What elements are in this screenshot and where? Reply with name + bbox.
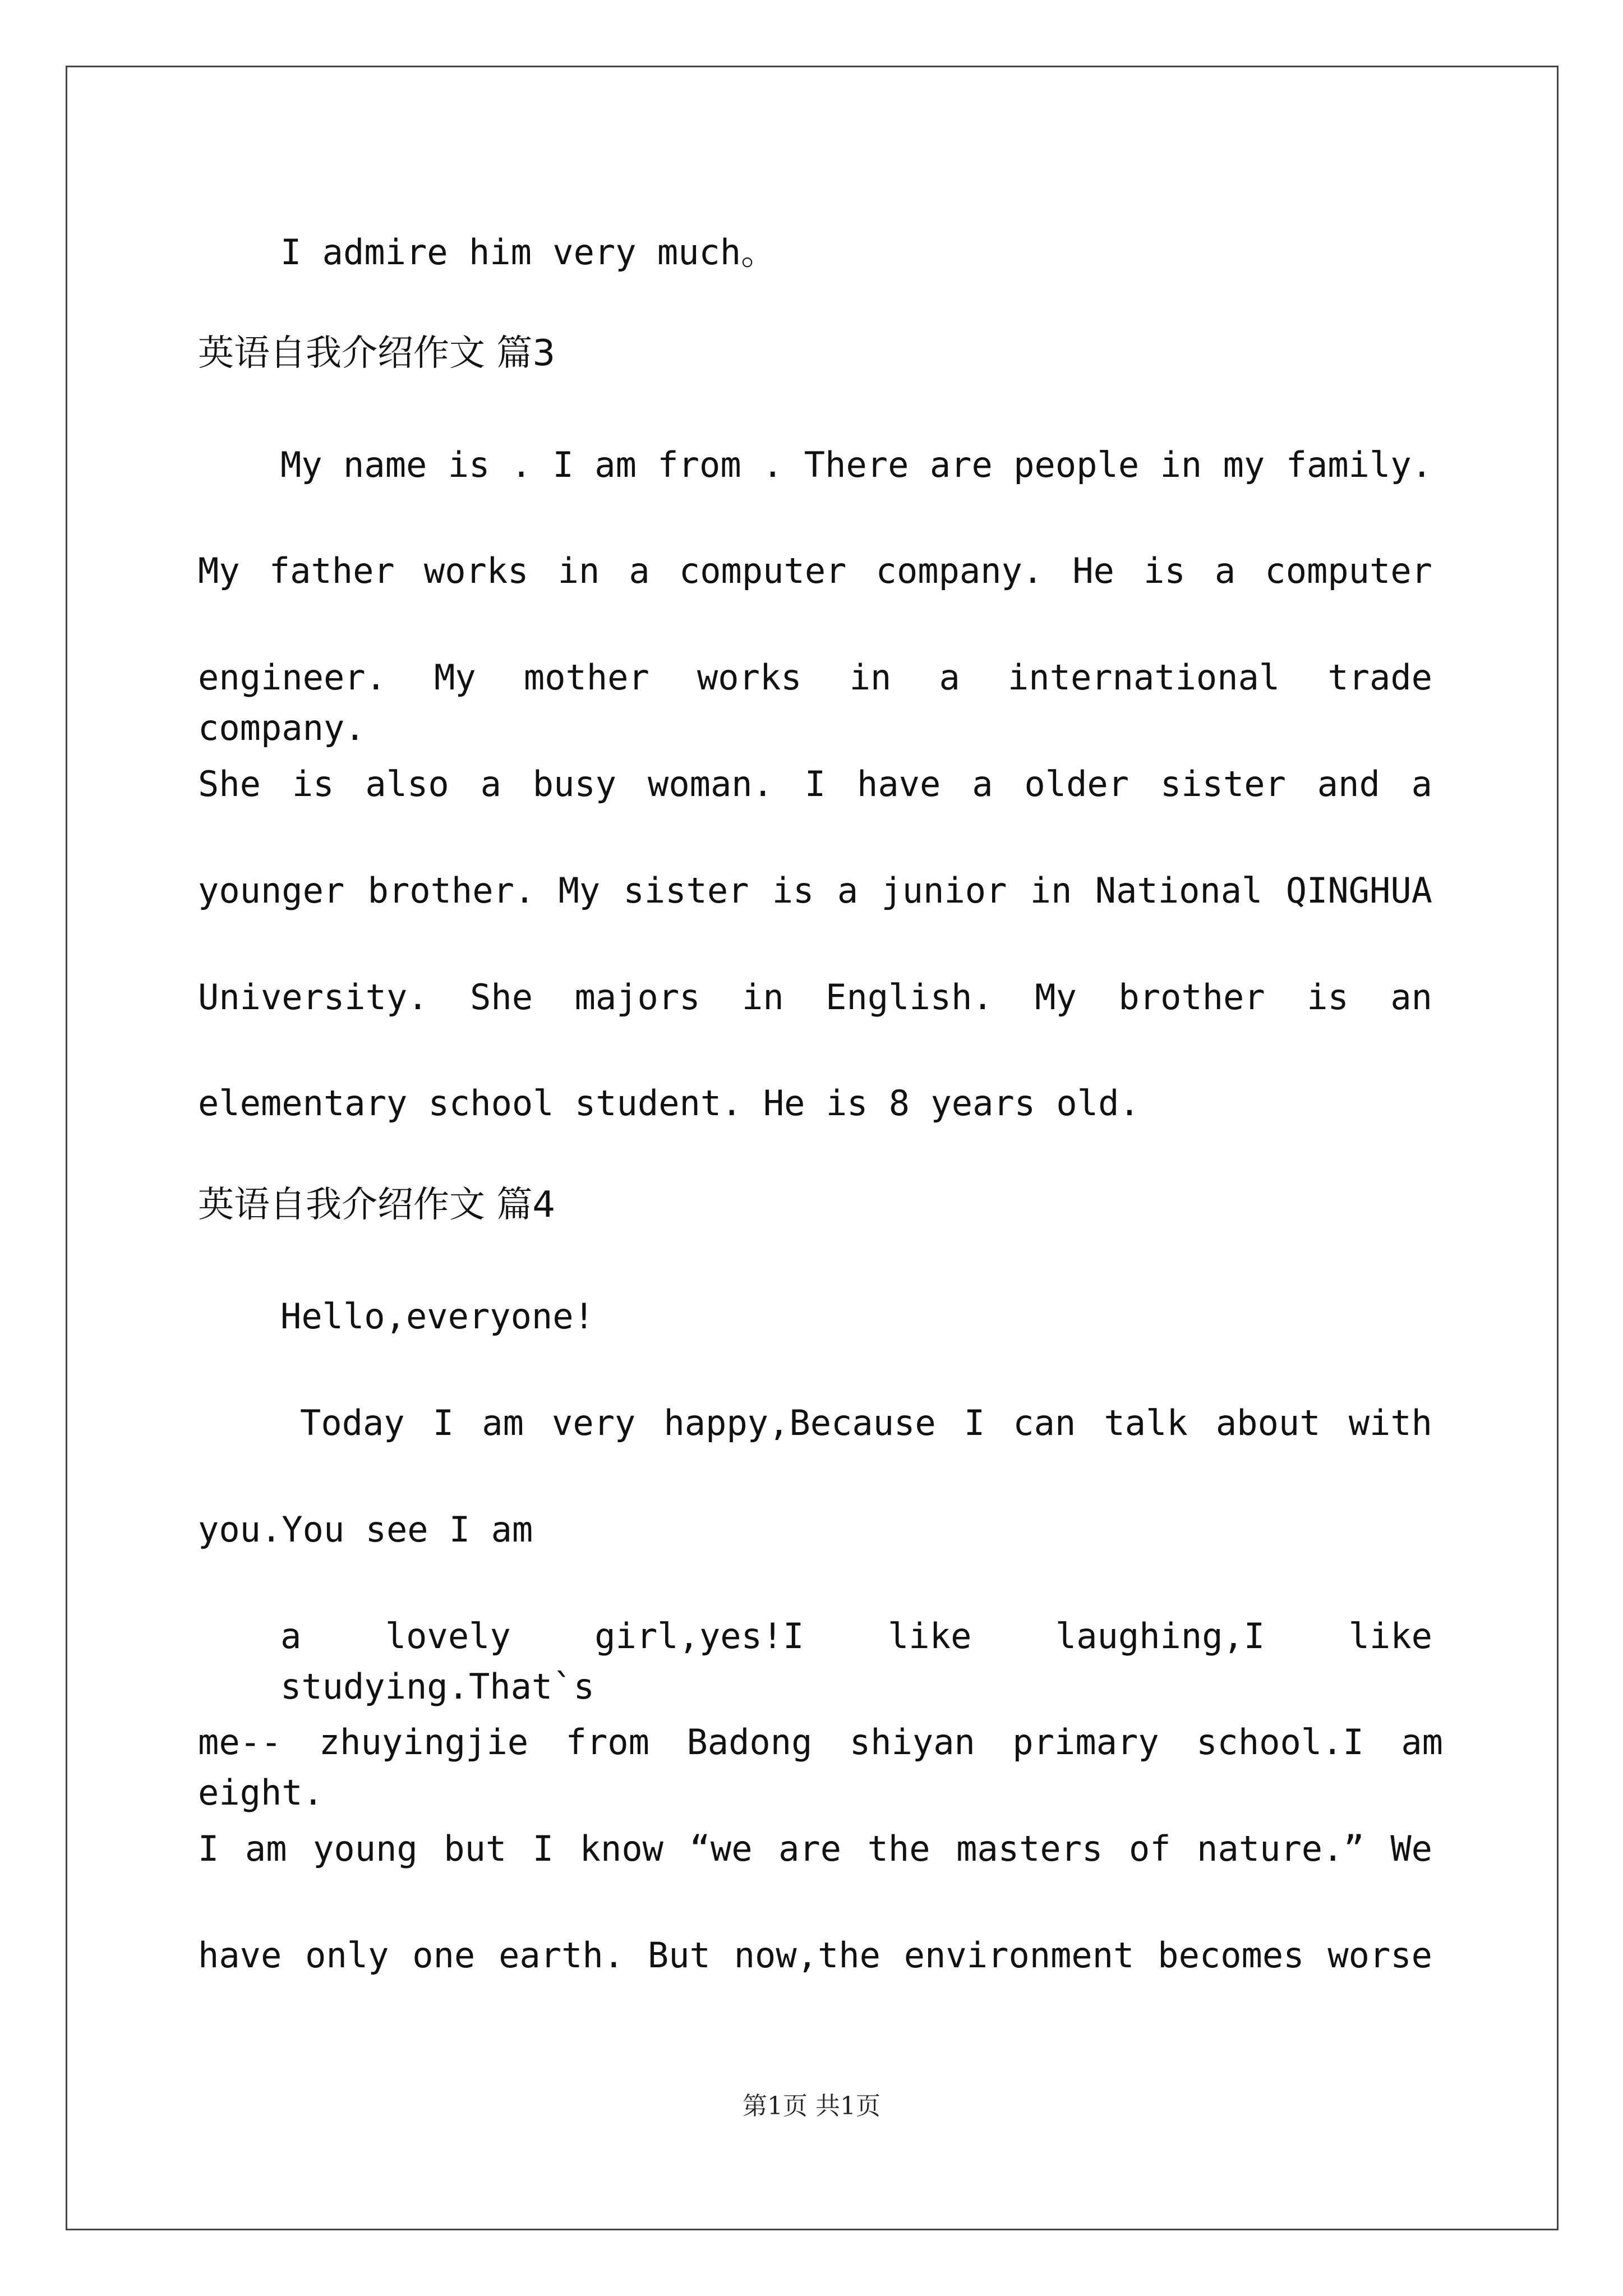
text-line: Hello,everyone! <box>280 1296 594 1337</box>
page-footer: 第1页 共1页 <box>743 2092 880 2120</box>
text-line: My name is . I am from . There are people in my family. <box>280 444 1432 485</box>
text-line: me-- zhuyingjie from Badong shiyan primary school.I am eight. <box>198 1722 1443 1813</box>
text-line: engineer. My mother works in a international trade company. <box>198 657 1432 748</box>
section-heading-4: 英语自我介绍作文 篇4 <box>198 1184 556 1226</box>
text-line: University. She majors in English. My brother is an <box>198 977 1432 1018</box>
text-line: younger brother. My sister is a junior in National QINGHUA <box>198 870 1432 911</box>
page-border <box>66 66 1559 2230</box>
text-line: elementary school student. He is 8 years old. <box>198 1083 1140 1124</box>
text-line: My father works in a computer company. He is a computer <box>198 550 1432 591</box>
text-line: Today I am very happy,Because I can talk about with <box>300 1402 1432 1443</box>
text-line: I admire him very much。 <box>280 232 776 273</box>
text-line: I am young but I know “we are the masters of nature.” We <box>198 1828 1432 1869</box>
text-line: a lovely girl,yes!I like laughing,I like studying.That`s <box>280 1616 1432 1707</box>
text-line: She is also a busy woman. I have a older sister and a <box>198 763 1432 804</box>
section-heading-3: 英语自我介绍作文 篇3 <box>198 333 556 374</box>
text-line: have only one earth. But now,the environment becomes worse <box>198 1935 1432 1976</box>
text-line: you.You see I am <box>198 1509 533 1550</box>
